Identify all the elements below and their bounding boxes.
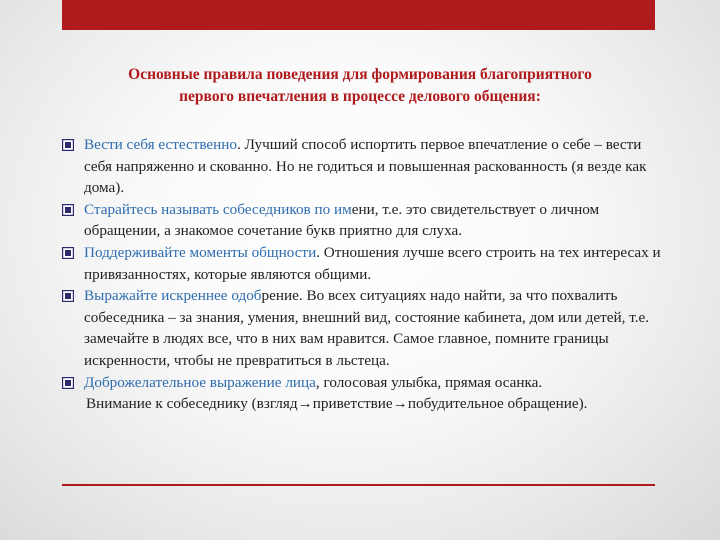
checkbox-bullet-icon — [62, 247, 74, 259]
slide-title — [60, 64, 660, 108]
slide-title-line-2: первого впечатления в процессе делового общения: — [179, 88, 541, 105]
list-item — [62, 199, 662, 242]
list-item-text: , голосовая улыбка, прямая осанка. — [315, 373, 543, 391]
list-item-text: ени, т.е. это свидетельствует о личном обращении, а знакомое сочетание букв приятно для слуха. — [84, 200, 600, 240]
slide-title-line-1: Основные правила поведения для формирования благоприятного — [128, 66, 592, 83]
list-item — [62, 242, 662, 285]
checkbox-bullet-icon — [62, 139, 74, 151]
top-accent-bar — [62, 0, 655, 30]
list-item — [62, 134, 662, 199]
list-item — [62, 285, 662, 371]
checkbox-bullet-icon — [62, 290, 74, 302]
slide-content — [62, 134, 662, 415]
bottom-divider — [62, 484, 655, 486]
list-item — [62, 372, 662, 394]
list-item-highlight: Старайтесь называть собеседников по им — [84, 200, 352, 218]
list-item-text: рение. Во всех ситуациях надо найти, за что похвалить собеседника – за знания, умения, внешний вид, состояние кабинета, дом или детей, т.е. замечайте в людях все, что в них вам нравится. Самое главное, помните границы искренности, чтобы не превратиться в льстеца. — [84, 287, 650, 369]
list-item-text: . Отношения лучше всего строить на тех интересах и привязанностях, которые являются общими. — [84, 243, 661, 283]
list-item-text: . Лучший способ испортить первое впечатление о себе – вести себя напряженно и скованно. Но не годиться и повышенная раскованность (я везде как дома). — [84, 136, 647, 197]
list-item-highlight: Вести себя естественно — [84, 136, 238, 153]
checkbox-bullet-icon — [62, 377, 74, 389]
list-item-highlight: Доброжелательное выражение лица — [84, 373, 316, 391]
checkbox-bullet-icon — [62, 204, 74, 216]
list-item-highlight: Выражайте искреннее одоб — [84, 287, 262, 305]
list-item-highlight: Поддерживайте моменты общности — [84, 243, 317, 261]
closing-paragraph: Внимание к собеседнику (взгляд→приветствие→побудительное обращение). — [86, 395, 588, 413]
